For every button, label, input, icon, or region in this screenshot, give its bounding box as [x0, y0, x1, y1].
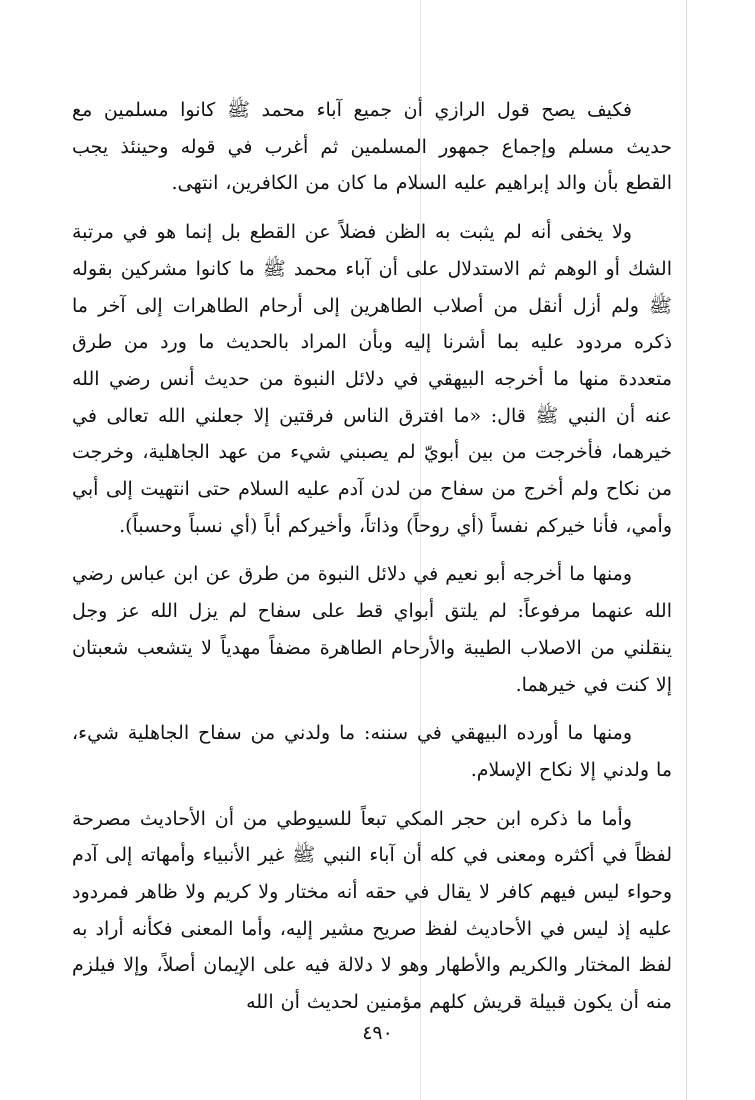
page-number: ٤٩٠ [362, 1022, 393, 1044]
paragraph-5: وأما ما ذكره ابن حجر المكي تبعاً للسيوطي من أن الأحاديث مصرحة لفظاً في أكثره ومعنى في كله أن آباء النبي ﷺ غير الأنبياء وأمهاته إلى آدم وحواء ليس فيهم كافر لا يقال في حقه أنه مختار ولا كريم ولا ظاهر فمردود عليه إذ ليس في الأحاديث لفظ صريح مشير إليه، وأما المعنى فكأنه أراد به لفظ المختار والكريم والأطهار وهو لا دلالة فيه على الإيمان أصلاً، وإلا فيلزم منه أن يكون قبيلة قريش كلهم مؤمنين لحديث أن الله [72, 807, 672, 1014]
paragraph-2: ولا يخفى أنه لم يثبت به الظن فضلاً عن القطع بل إنما هو في مرتبة الشك أو الوهم ثم الاستدلال على أن آباء محمد ﷺ ما كانوا مشركين بقوله ﷺ ولم أزل أنقل من أصلاب الطاهرين إلى أرحام الطاهرات إلى آخر ما ذكره مردود عليه بما أشرنا إليه وبأن المراد بالحديث ما ورد من طرق متعددة منها ما أخرجه البيهقي في دلائل النبوة من حديث أنس رضي الله عنه أن النبي ﷺ قال: «ما افترق الناس فرقتين إلا جعلني الله تعالى في خيرهما، فأخرجت من بين أبويّ لم يصبني شيء من عهد الجاهلية، وخرجت من نكاح ولم أخرج من سفاح من لدن آدم عليه السلام حتى انتهيت إلى أبي وأمي، فأنا خيركم نفساً (أي روحاً) وذاتاً، وأخيركم أباً (أي نسباً وحسباً). [72, 221, 672, 537]
paragraph-4: ومنها ما أورده البيهقي في سننه: ما ولدني من سفاح الجاهلية شيء، ما ولدني إلا نكاح الإسلام. [72, 722, 672, 781]
paragraph-1: فكيف يصح قول الرازي أن جميع آباء محمد ﷺ كانوا مسلمين مع حديث مسلم وإجماع جمهور المسلمين ثم أغرب في قوله وحينئذ يجب القطع بأن والد إبراهيم عليه السلام ما كان من الكافرين، انتهى. [72, 99, 672, 195]
page-body-text [72, 92, 672, 1033]
paragraph-3: ومنها ما أخرجه أبو نعيم في دلائل النبوة من طرق عن ابن عباس رضي الله عنهما مرفوعاً: لم يلتق أبواي قط على سفاح لم يزل الله عز وجل ينقلني من الاصلاب الطيبة والأرحام الطاهرة مضفاً مهدياً لا يتشعب شعبتان إلا كنت في خيرهما. [72, 563, 672, 696]
scan-edge-right-line [686, 0, 687, 1100]
